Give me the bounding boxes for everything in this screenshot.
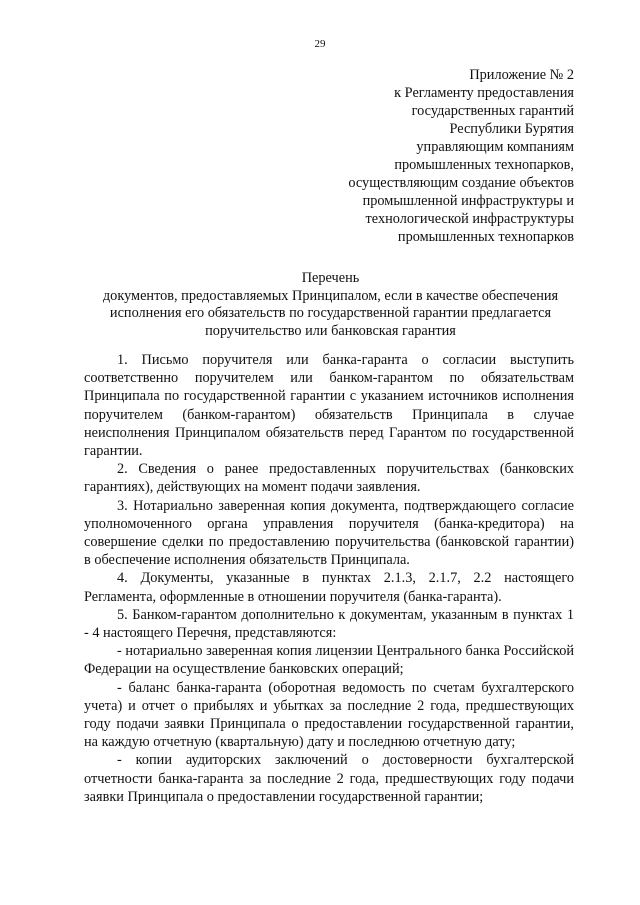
appendix-line: Республики Бурятия bbox=[449, 121, 574, 137]
appendix-line: Приложение № 2 bbox=[469, 67, 574, 83]
appendix-line: государственных гарантий bbox=[411, 103, 574, 119]
document-heading: Перечень bbox=[301, 270, 360, 286]
page-number: 29 bbox=[314, 38, 326, 50]
appendix-line: осуществляющим создание объектов bbox=[348, 175, 574, 191]
paragraph-subitem-audit: - копии аудиторских заключений о достоверности бухгалтерской отчетности банка-гаранта за последние 2 года, предшествующих году подачи заявки Принципала о предоставлении государственной гарантии; bbox=[84, 752, 574, 805]
appendix-block bbox=[274, 66, 574, 246]
paragraph-item-2: 2. Сведения о ранее предоставленных поручительствах (банковских гарантиях), действующих на момент подачи заявления. bbox=[84, 461, 574, 496]
document-title-block bbox=[78, 270, 583, 340]
paragraph-subitem-license: - нотариально заверенная копия лицензии Центрального банка Российской Федерации на осуществление банковских операций; bbox=[84, 643, 574, 678]
appendix-line: к Регламенту предоставления bbox=[394, 85, 574, 101]
appendix-line: управляющим компаниям bbox=[416, 139, 574, 155]
appendix-line: технологической инфраструктуры bbox=[365, 211, 574, 227]
paragraph-subitem-balance: - баланс банка-гаранта (оборотная ведомость по счетам бухгалтерского учета) и отчет о прибылях и убытках за последние 2 года, предшествующих году подачи заявки Принципала о предоставлении государственной гарантии, на каждую отчетную (квартальную) дату и последнюю отчетную дату; bbox=[84, 679, 574, 751]
appendix-line: промышленных технопарков, bbox=[394, 157, 574, 173]
paragraph-item-1: 1. Письмо поручителя или банка-гаранта о согласии выступить соответственно поручителем или банком-гарантом по обязательствам Принципала по государственной гарантии с указанием источников исполнения поручителем (банком-гарантом) обязательств Принципала в случае неисполнения Принципалом обязательств перед Гарантом по государственной гарантии. bbox=[84, 352, 574, 460]
paragraph-item-3: 3. Нотариально заверенная копия документа, подтверждающего согласие уполномоченного органа управления поручителя (банка-кредитора) на совершение сделки по предоставлению поручительства (банковской гарантии) в обеспечение исполнения обязательств Принципала. bbox=[84, 497, 574, 569]
document-subtitle: документов, предоставляемых Принципалом, если в качестве обеспечения исполнения его обязательств по государственной гарантии предлагается поручительство или банковская гарантия bbox=[102, 287, 559, 339]
appendix-line: промышленных технопарков bbox=[397, 229, 574, 245]
appendix-line: промышленной инфраструктуры и bbox=[362, 193, 574, 209]
paragraph-item-4: 4. Документы, указанные в пунктах 2.1.3, 2.1.7, 2.2 настоящего Регламента, оформленные в отношении поручителя (банка-гаранта). bbox=[84, 570, 574, 605]
paragraph-item-5: 5. Банком-гарантом дополнительно к документам, указанным в пунктах 1 - 4 настоящего Перечня, представляются: bbox=[84, 606, 574, 642]
document-body bbox=[84, 351, 574, 806]
